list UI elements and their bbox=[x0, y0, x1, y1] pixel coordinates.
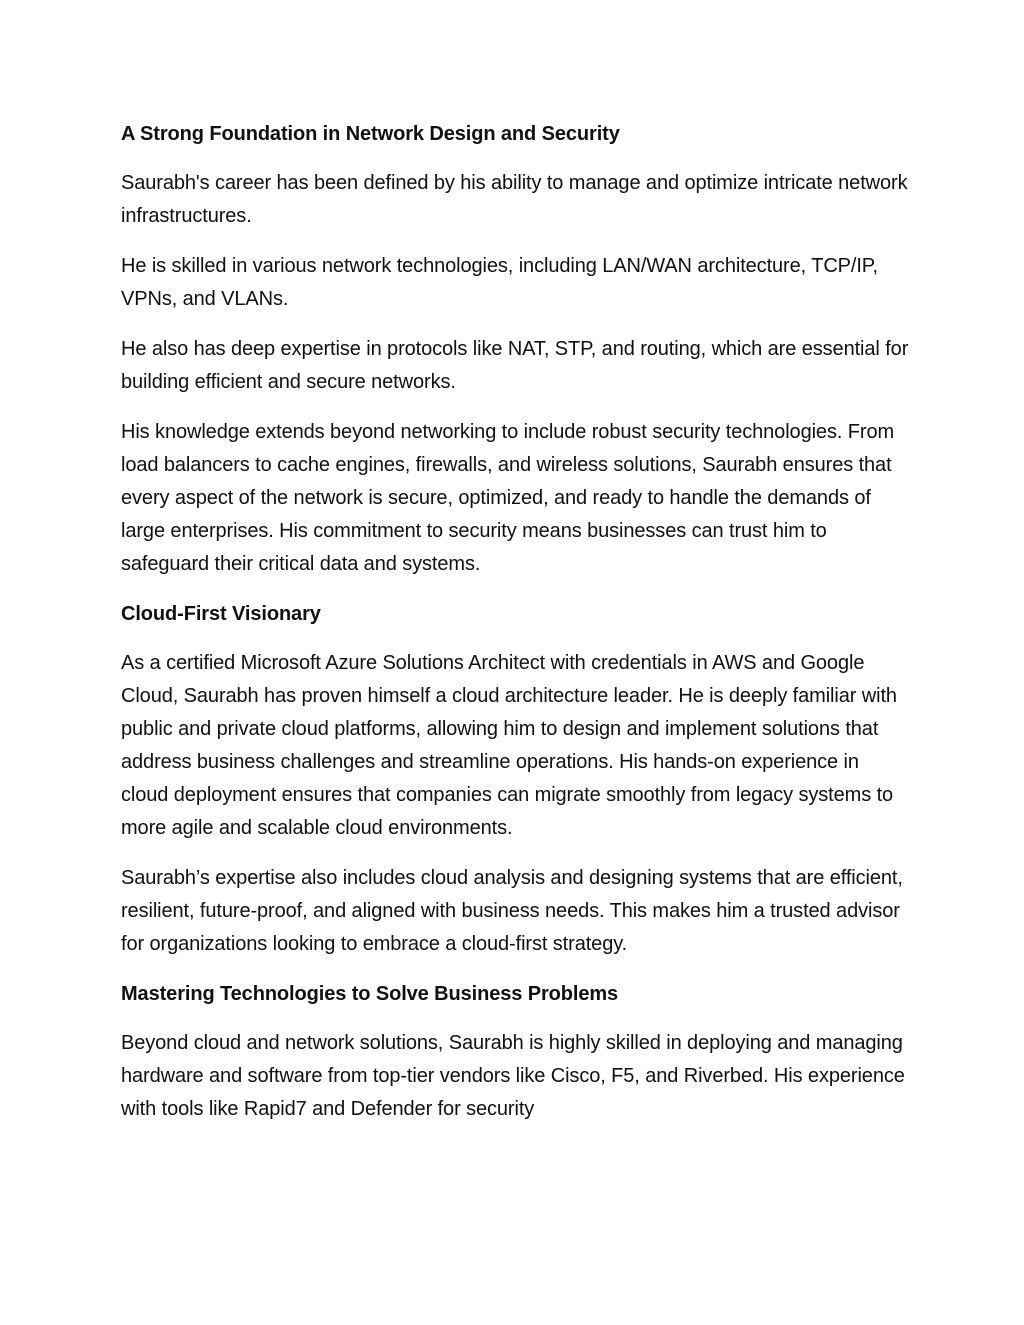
paragraph: Saurabh’s expertise also includes cloud analysis and designing systems that are efficient, resilient, future-proof, and aligned with business needs. This makes him a trusted advisor for organizations looking to embrace a cloud-first strategy. bbox=[121, 867, 903, 955]
section-heading-network-design: A Strong Foundation in Network Design and Security bbox=[121, 123, 620, 145]
paragraph: He also has deep expertise in protocols like NAT, STP, and routing, which are essential for building efficient and secure networks. bbox=[121, 338, 909, 393]
paragraph: Saurabh's career has been defined by his ability to manage and optimize intricate network infrastructures. bbox=[121, 172, 908, 227]
section-heading-cloud-first: Cloud-First Visionary bbox=[121, 603, 321, 625]
paragraph: As a certified Microsoft Azure Solutions Architect with credentials in AWS and Google Cloud, Saurabh has proven himself a cloud architecture leader. He is deeply familiar with public and private cloud platforms, allowing him to design and implement solutions that address business challenges and streamline operations. His hands-on experience in cloud deployment ensures that companies can migrate smoothly from legacy systems to more agile and scalable cloud environments. bbox=[121, 652, 897, 839]
document-body bbox=[121, 118, 911, 1143]
paragraph: He is skilled in various network technologies, including LAN/WAN architecture, TCP/IP, VPNs, and VLANs. bbox=[121, 255, 878, 310]
paragraph: Beyond cloud and network solutions, Saurabh is highly skilled in deploying and managing hardware and software from top-tier vendors like Cisco, F5, and Riverbed. His experience with tools like Rapid7 and Defender for security bbox=[121, 1032, 905, 1120]
section-heading-mastering-technologies: Mastering Technologies to Solve Business Problems bbox=[121, 983, 619, 1005]
paragraph: His knowledge extends beyond networking to include robust security technologies. From load balancers to cache engines, firewalls, and wireless solutions, Saurabh ensures that every aspect of the network is secure, optimized, and ready to handle the demands of large enterprises. His commitment to security means businesses can trust him to safeguard their critical data and systems. bbox=[121, 421, 895, 575]
